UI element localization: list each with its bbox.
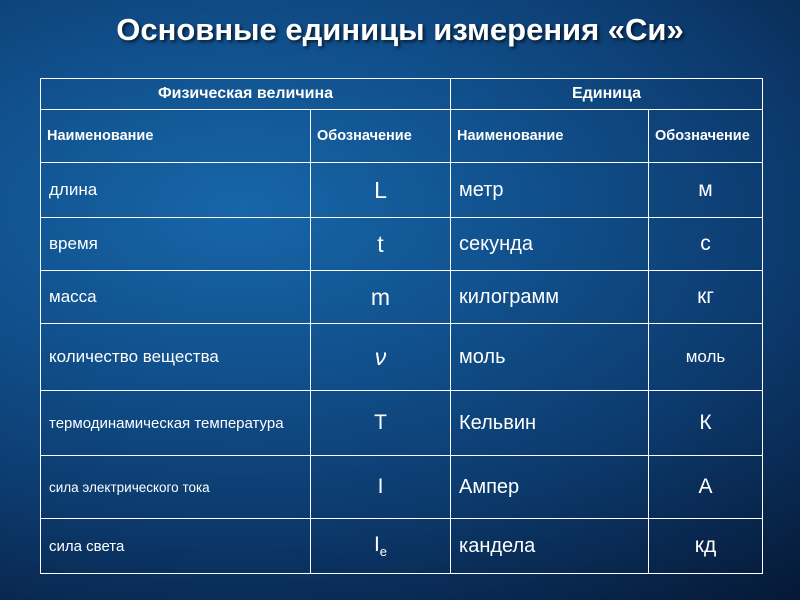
- row-quantity-symbol: [311, 519, 451, 574]
- row-unit-symbol: с: [649, 218, 763, 271]
- table-row: [41, 271, 763, 324]
- row-unit-symbol: моль: [649, 324, 763, 391]
- row-quantity-symbol-subscript: е: [379, 544, 388, 560]
- row-quantity-symbol: m: [311, 271, 451, 324]
- row-unit-name: метр: [451, 163, 649, 218]
- row-quantity-name: длина: [41, 163, 311, 218]
- row-unit-name: кандела: [451, 519, 649, 574]
- table-row: [41, 456, 763, 519]
- row-quantity-symbol: I: [311, 456, 451, 519]
- table-row: [41, 391, 763, 456]
- header-quantity: Физическая величина: [41, 79, 451, 110]
- header-quantity-name: Наименование: [41, 110, 311, 163]
- row-quantity-name: время: [41, 218, 311, 271]
- si-units-table: [40, 78, 763, 574]
- row-quantity-symbol: L: [311, 163, 451, 218]
- row-quantity-name: сила света: [41, 519, 311, 574]
- table-header-sub-row: [41, 110, 763, 163]
- table-header-top-row: [41, 79, 763, 110]
- row-unit-name: моль: [451, 324, 649, 391]
- row-quantity-name: термодинамическая температура: [41, 391, 311, 456]
- row-unit-symbol: К: [649, 391, 763, 456]
- row-quantity-name: масса: [41, 271, 311, 324]
- row-unit-symbol: кд: [649, 519, 763, 574]
- table-row: [41, 519, 763, 574]
- units-table-container: [40, 78, 762, 574]
- row-unit-name: секунда: [451, 218, 649, 271]
- row-quantity-symbol: T: [311, 391, 451, 456]
- page-title: Основные единицы измерения «Си»: [116, 12, 684, 47]
- row-quantity-symbol: ν: [311, 324, 451, 391]
- row-quantity-name: количество вещества: [41, 324, 311, 391]
- table-row: [41, 324, 763, 391]
- table-row: [41, 218, 763, 271]
- row-unit-symbol: м: [649, 163, 763, 218]
- header-quantity-symbol: Обозначение: [311, 110, 451, 163]
- row-unit-name: Кельвин: [451, 391, 649, 456]
- row-unit-name: Ампер: [451, 456, 649, 519]
- row-quantity-symbol: t: [311, 218, 451, 271]
- row-quantity-symbol-base: I: [373, 532, 380, 556]
- row-unit-name: килограмм: [451, 271, 649, 324]
- row-quantity-name: сила электрического тока: [41, 456, 311, 519]
- table-row: [41, 163, 763, 218]
- row-unit-symbol: А: [649, 456, 763, 519]
- row-unit-symbol: кг: [649, 271, 763, 324]
- header-unit-name: Наименование: [451, 110, 649, 163]
- header-unit: Единица: [451, 79, 763, 110]
- header-unit-symbol: Обозначение: [649, 110, 763, 163]
